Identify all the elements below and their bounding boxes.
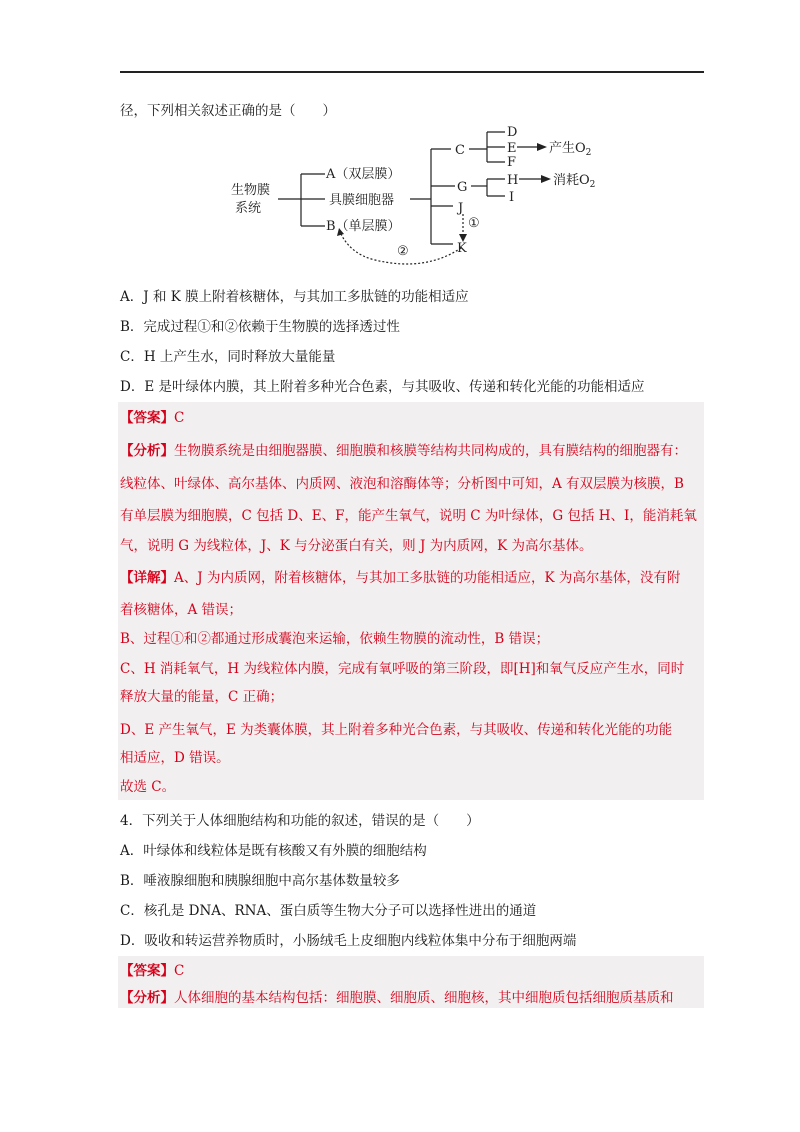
node-f: F [507,155,517,170]
node-mid: 具膜细胞器 [329,193,395,208]
membrane-system-diagram [225,124,615,272]
q4-analysis-line: 【分析】人体细胞的基本结构包括：细胞膜、细胞质、细胞核，其中细胞质包括细胞质基质和 [120,990,674,1006]
q4-option-a: A．叶绿体和线粒体是既有核酸又有外膜的细胞结构 [120,843,427,859]
q3-analysis-line: 气，说明 G 为线粒体，J、K 与分泌蛋白有关，则 J 为内质网，K 为高尔基体。 [120,538,593,554]
header-rule [120,71,704,73]
q3-option-b: B．完成过程①和②依赖于生物膜的选择透过性 [120,319,400,335]
node-h: H [507,173,519,188]
node-e: E [507,141,517,156]
node-j: J [458,201,464,216]
q3-answer: 【答案】C [120,410,185,426]
q3-detail-line: B、过程①和②都通过形成囊泡来运输，依赖生物膜的流动性，B 错误； [120,631,550,647]
process-1: ① [468,216,480,231]
q3-detail-line: 着核糖体，A 错误； [120,602,243,618]
node-k: K [457,241,467,256]
q4-option-c: C．核孔是 DNA、RNA、蛋白质等生物大分子可以选择性进出的通道 [120,903,537,919]
q3-detail-line: C、H 消耗氧气，H 为线粒体内膜，完成有氧呼吸的第三阶段，即[H]和氧气反应产生水，同时 [120,661,685,677]
node-d: D [507,125,518,140]
q3-analysis-line: 【分析】生物膜系统是由细胞器膜、细胞膜和核膜等结构共同构成的，具有膜结构的细胞器有： [120,443,687,459]
q3-detail-line: 释放大量的能量，C 正确； [120,689,284,705]
q4-answer: 【答案】C [120,963,185,979]
q3-analysis-line: 线粒体、叶绿体、高尔基体、内质网、液泡和溶酶体等；分析图中可知，A 有双层膜为核膜，B [120,476,684,492]
node-i: I [509,190,515,205]
label-consume-o2: 消耗$O_2$ [553,173,596,190]
q3-option-a: A．J 和 K 膜上附着核糖体，与其加工多肽链的功能相适应 [120,289,469,305]
question-intro: 径，下列相关叙述正确的是（ ） [120,103,336,119]
node-root-line2: 系统 [235,201,262,216]
node-root-line1: 生物膜 [231,183,271,198]
q4-stem: 4．下列关于人体细胞结构和功能的叙述，错误的是（ ） [120,813,480,829]
q4-option-b: B．唾液腺细胞和胰腺细胞中高尔基体数量较多 [120,873,400,889]
node-b: B（单层膜） [326,219,401,234]
q3-option-c: C．H 上产生水，同时释放大量能量 [120,349,336,365]
q3-detail-line: 【详解】A、J 为内质网，附着核糖体，与其加工多肽链的功能相适应，K 为高尔基体，没有附 [120,570,681,586]
label-produce-o2: 产生$O_2$ [549,141,592,158]
q3-detail-line: D、E 产生氧气，E 为类囊体膜，其上附着多种光合色素，与其吸收、传递和转化光能的功能 [120,722,673,738]
process-2: ② [397,244,409,259]
q3-option-d: D．E 是叶绿体内膜，其上附着多种光合色素，与其吸收、传递和转化光能的功能相适应 [120,379,645,395]
node-c: C [455,143,465,158]
q3-conclusion: 故选 C。 [120,779,176,795]
node-a: A（双层膜） [326,167,401,182]
node-g: G [457,180,468,195]
q4-option-d: D．吸收和转运营养物质时，小肠绒毛上皮细胞内线粒体集中分布于细胞两端 [120,933,577,949]
q3-detail-line: 相适应，D 错误。 [120,750,230,766]
q3-analysis-line: 有单层膜为细胞膜，C 包括 D、E、F，能产生氧气，说明 C 为叶绿体，G 包括 H、I，能消耗氧 [120,508,697,524]
